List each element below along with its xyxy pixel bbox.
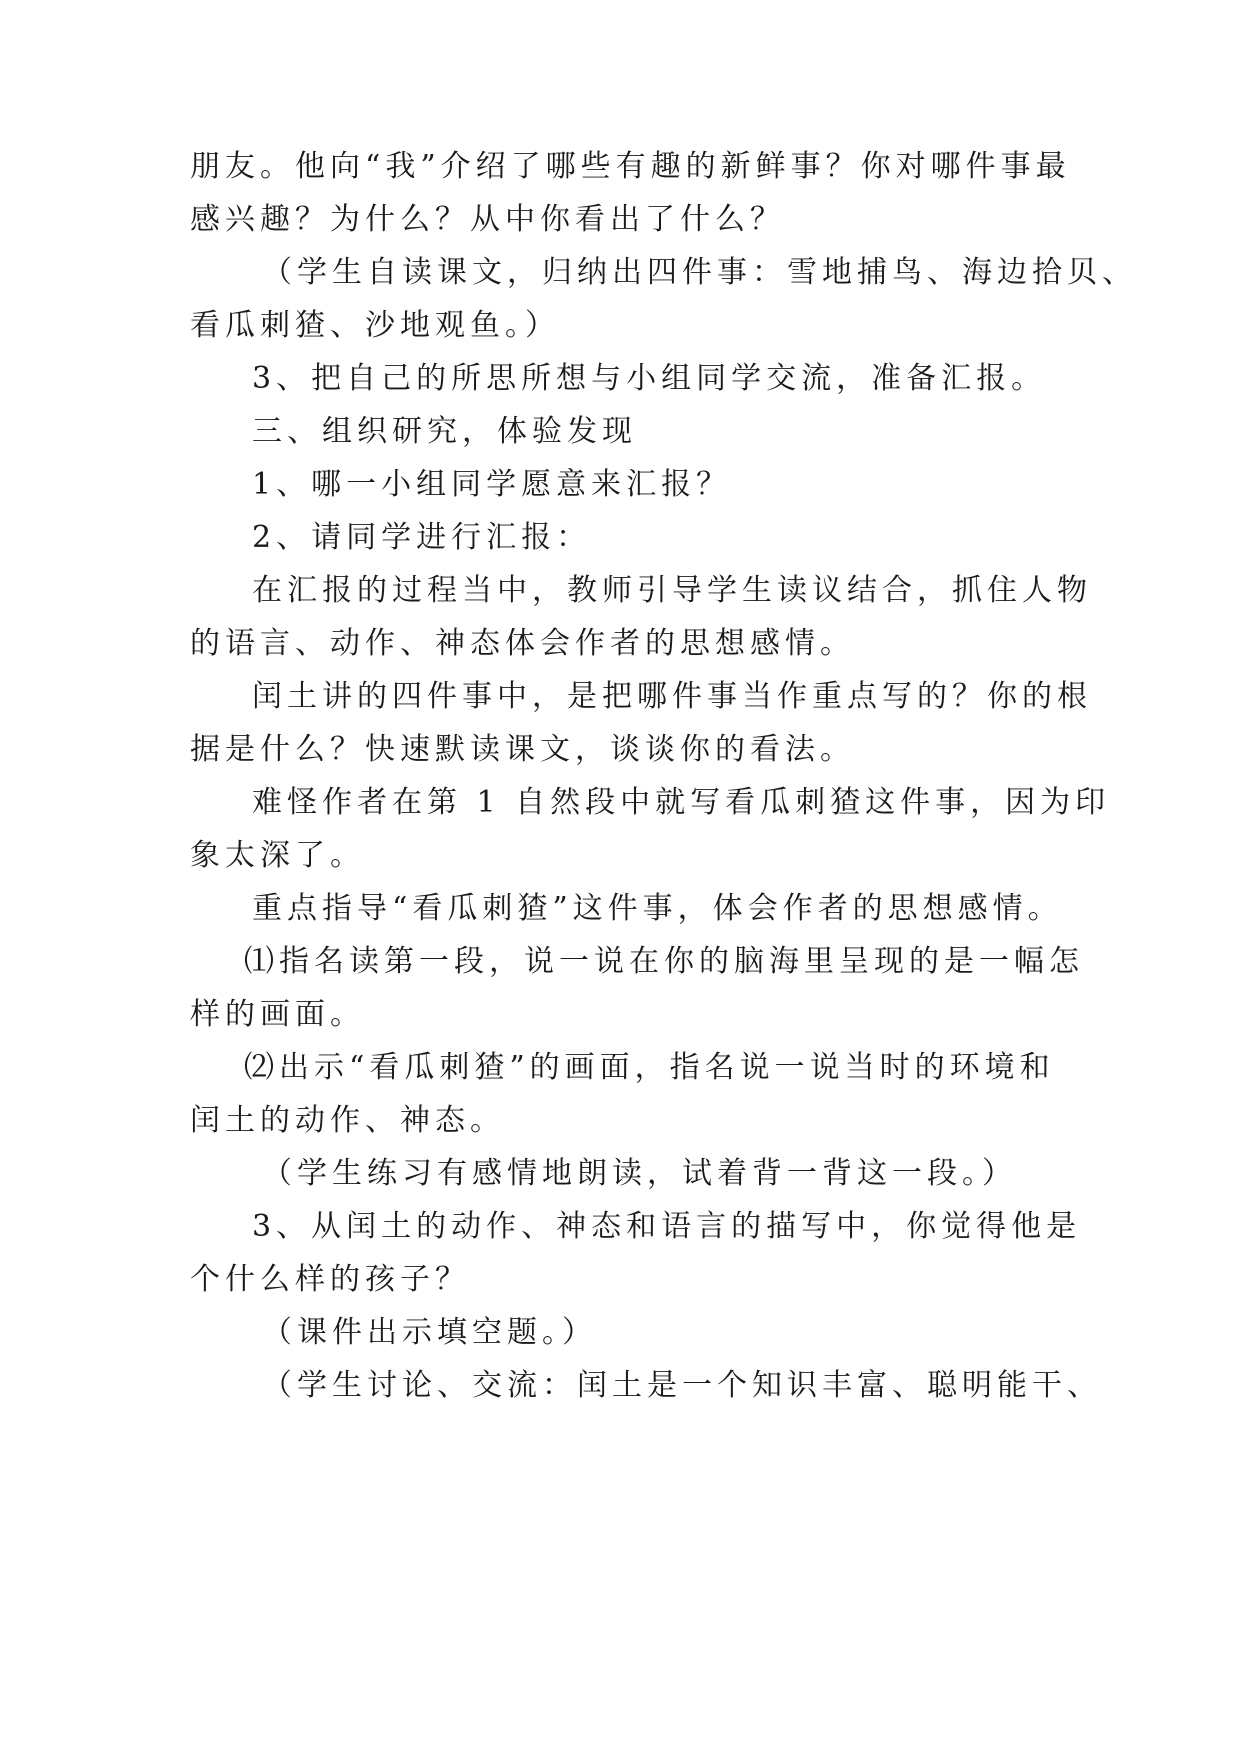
text-line: 的语言、动作、神态体会作者的思想感情。 — [190, 626, 855, 661]
text-line: 据是什么？快速默读课文，谈谈你的看法。 — [190, 732, 855, 767]
text-line: 3、把自己的所思所想与小组同学交流，准备汇报。 — [252, 361, 1047, 396]
text-line: 个什么样的孩子？ — [190, 1262, 470, 1297]
text-line: 重点指导“看瓜刺猹”这件事，体会作者的思想感情。 — [252, 891, 1063, 926]
text-line: 闰土的动作、神态。 — [190, 1103, 505, 1138]
text-line: 1、哪一小组同学愿意来汇报？ — [252, 467, 732, 502]
text-line: 难怪作者在第 1 自然段中就写看瓜刺猹这件事，因为印 — [252, 785, 1111, 820]
text-line: 在汇报的过程当中，教师引导学生读议结合，抓住人物 — [252, 573, 1092, 608]
text-line: 闰土讲的四件事中，是把哪件事当作重点写的？你的根 — [252, 679, 1092, 714]
text-line: ⑴指名读第一段，说一说在你的脑海里呈现的是一幅怎 — [244, 944, 1084, 979]
text-line: （学生讨论、交流：闰土是一个知识丰富、聪明能干、 — [262, 1368, 1102, 1403]
text-line: （学生自读课文，归纳出四件事：雪地捕鸟、海边拾贝、 — [262, 255, 1137, 290]
text-line: 朋友。他向“我”介绍了哪些有趣的新鲜事？你对哪件事最 — [190, 149, 1071, 184]
section-heading: 三、组织研究，体验发现 — [252, 414, 637, 449]
text-line: （学生练习有感情地朗读，试着背一背这一段。） — [262, 1156, 1017, 1191]
text-line: 3、从闰土的动作、神态和语言的描写中，你觉得他是 — [252, 1209, 1082, 1244]
text-line: 2、请同学进行汇报： — [252, 520, 592, 555]
text-line: 感兴趣？为什么？从中你看出了什么？ — [190, 202, 785, 237]
text-line: 样的画面。 — [190, 997, 365, 1032]
text-line: 看瓜刺猹、沙地观鱼。） — [190, 308, 560, 343]
text-line: （课件出示填空题。） — [262, 1315, 597, 1350]
text-line: 象太深了。 — [190, 838, 365, 873]
text-line: ⑵出示“看瓜刺猹”的画面，指名说一说当时的环境和 — [244, 1050, 1055, 1085]
